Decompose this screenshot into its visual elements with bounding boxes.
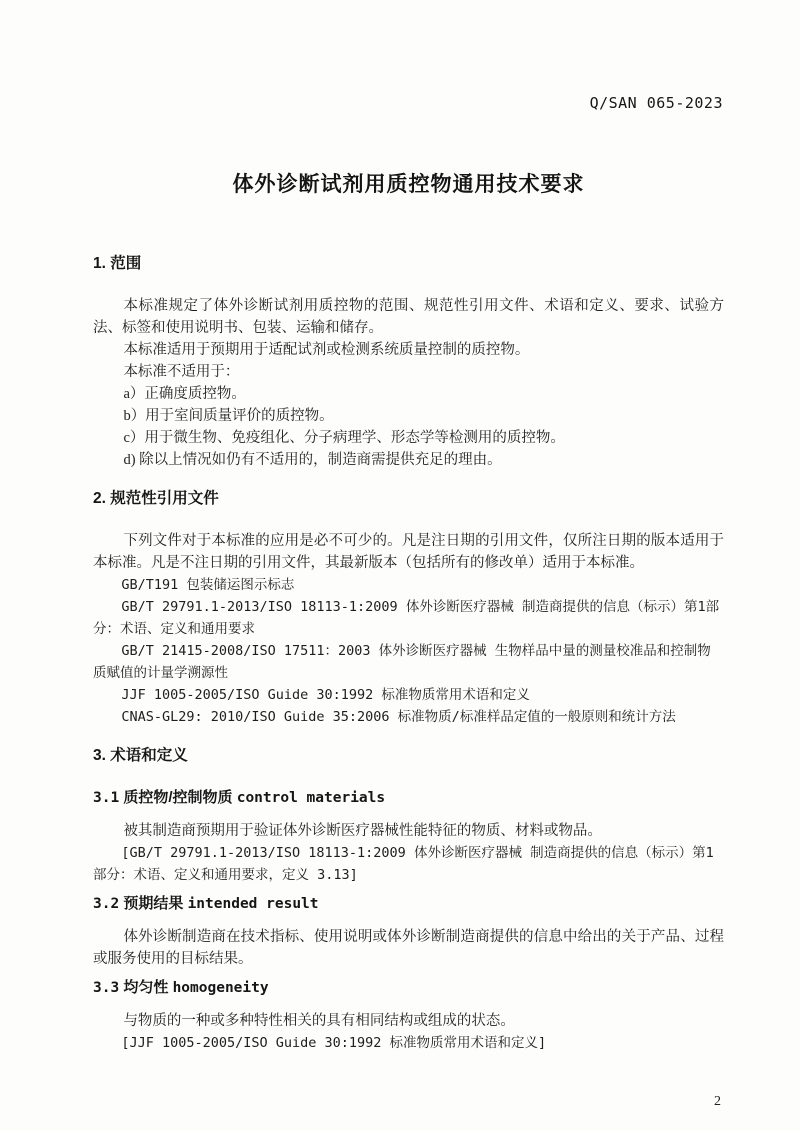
reference-item: GB/T191 包装储运图示标志: [121, 577, 295, 593]
term-definition: 被其制造商预期用于验证体外诊断医疗器械性能特征的物质、材料或物品。: [123, 823, 602, 839]
reference-item: GB/T 29791.1-2013/ISO 18113-1:2009 体外诊断医疗器械 制造商提供的信息（标示）第1部分：术语、定义和通用要求: [93, 599, 720, 637]
term-heading-3-1: [93, 787, 724, 809]
term-name-zh: 质控物/控制物质: [123, 789, 233, 806]
scope-list-item-a: a）正确度质控物。: [123, 386, 246, 402]
document-title: 体外诊断试剂用质控物通用技术要求: [232, 173, 585, 196]
normative-refs-intro: 下列文件对于本标准的应用是必不可少的。凡是注日期的引用文件，仅所注日期的版本适用于本标准。凡是不注日期的引用文件，其最新版本（包括所有的修改单）适用于本标准。: [93, 533, 724, 571]
scope-paragraph: 本标准不适用于：: [123, 364, 240, 380]
scope-list-item-c: c）用于微生物、免疫组化、分子病理学、形态学等检测用的质控物。: [123, 430, 565, 446]
term-heading-3-2: [93, 893, 724, 915]
term-name-en: homogeneity: [172, 980, 269, 996]
term-source-reference: [GB/T 29791.1-2013/ISO 18113-1:2009 体外诊断医疗器械 制造商提供的信息（标示）第1部分：术语、定义和通用要求，定义 3.13]: [93, 845, 714, 883]
term-heading-3-3: [93, 977, 724, 999]
scope-paragraph: 本标准适用于预期用于适配试剂或检测系统质量控制的质控物。: [123, 342, 530, 358]
term-name-en: intended result: [187, 896, 319, 912]
reference-item: CNAS-GL29: 2010/ISO Guide 35:2006 标准物质/标准样品定值的一般原则和统计方法: [121, 709, 676, 725]
reference-item: JJF 1005-2005/ISO Guide 30:1992 标准物质常用术语和定义: [121, 687, 530, 703]
page-number: 2: [714, 1094, 721, 1109]
term-number: 3.2: [93, 896, 120, 912]
standard-code: Q/SAN 065-2023: [589, 94, 723, 112]
scope-paragraph: 本标准规定了体外诊断试剂用质控物的范围、规范性引用文件、术语和定义、要求、试验方法、标签和使用说明书、包装、运输和储存。: [93, 298, 724, 336]
reference-item: GB/T 21415-2008/ISO 17511：2003 体外诊断医疗器械 生物样品中量的测量校准品和控制物质赋值的计量学溯源性: [93, 643, 711, 681]
term-source-reference: [JJF 1005-2005/ISO Guide 30:1992 标准物质常用术语和定义]: [121, 1035, 547, 1051]
scope-list-item-b: b）用于室间质量评价的质控物。: [123, 408, 334, 424]
term-name-en: control materials: [236, 790, 386, 806]
term-number: 3.1: [93, 790, 120, 806]
term-definition: 体外诊断制造商在技术指标、使用说明或体外诊断制造商提供的信息中给出的关于产品、过程或服务使用的目标结果。: [93, 929, 724, 967]
section-heading-normative-references: 2. 规范性引用文件: [93, 490, 219, 507]
section-heading-terms: 3. 术语和定义: [93, 747, 188, 764]
term-name-zh: 均匀性: [123, 979, 169, 996]
scope-list-item-d: d) 除以上情况如仍有不适用的，制造商需提供充足的理由。: [123, 452, 502, 468]
term-number: 3.3: [93, 980, 120, 996]
term-name-zh: 预期结果: [123, 895, 184, 912]
term-definition: 与物质的一种或多种特性相关的具有相同结构或组成的状态。: [123, 1013, 515, 1029]
section-heading-scope: 1. 范围: [93, 255, 142, 272]
document-body: [0, 169, 800, 1054]
